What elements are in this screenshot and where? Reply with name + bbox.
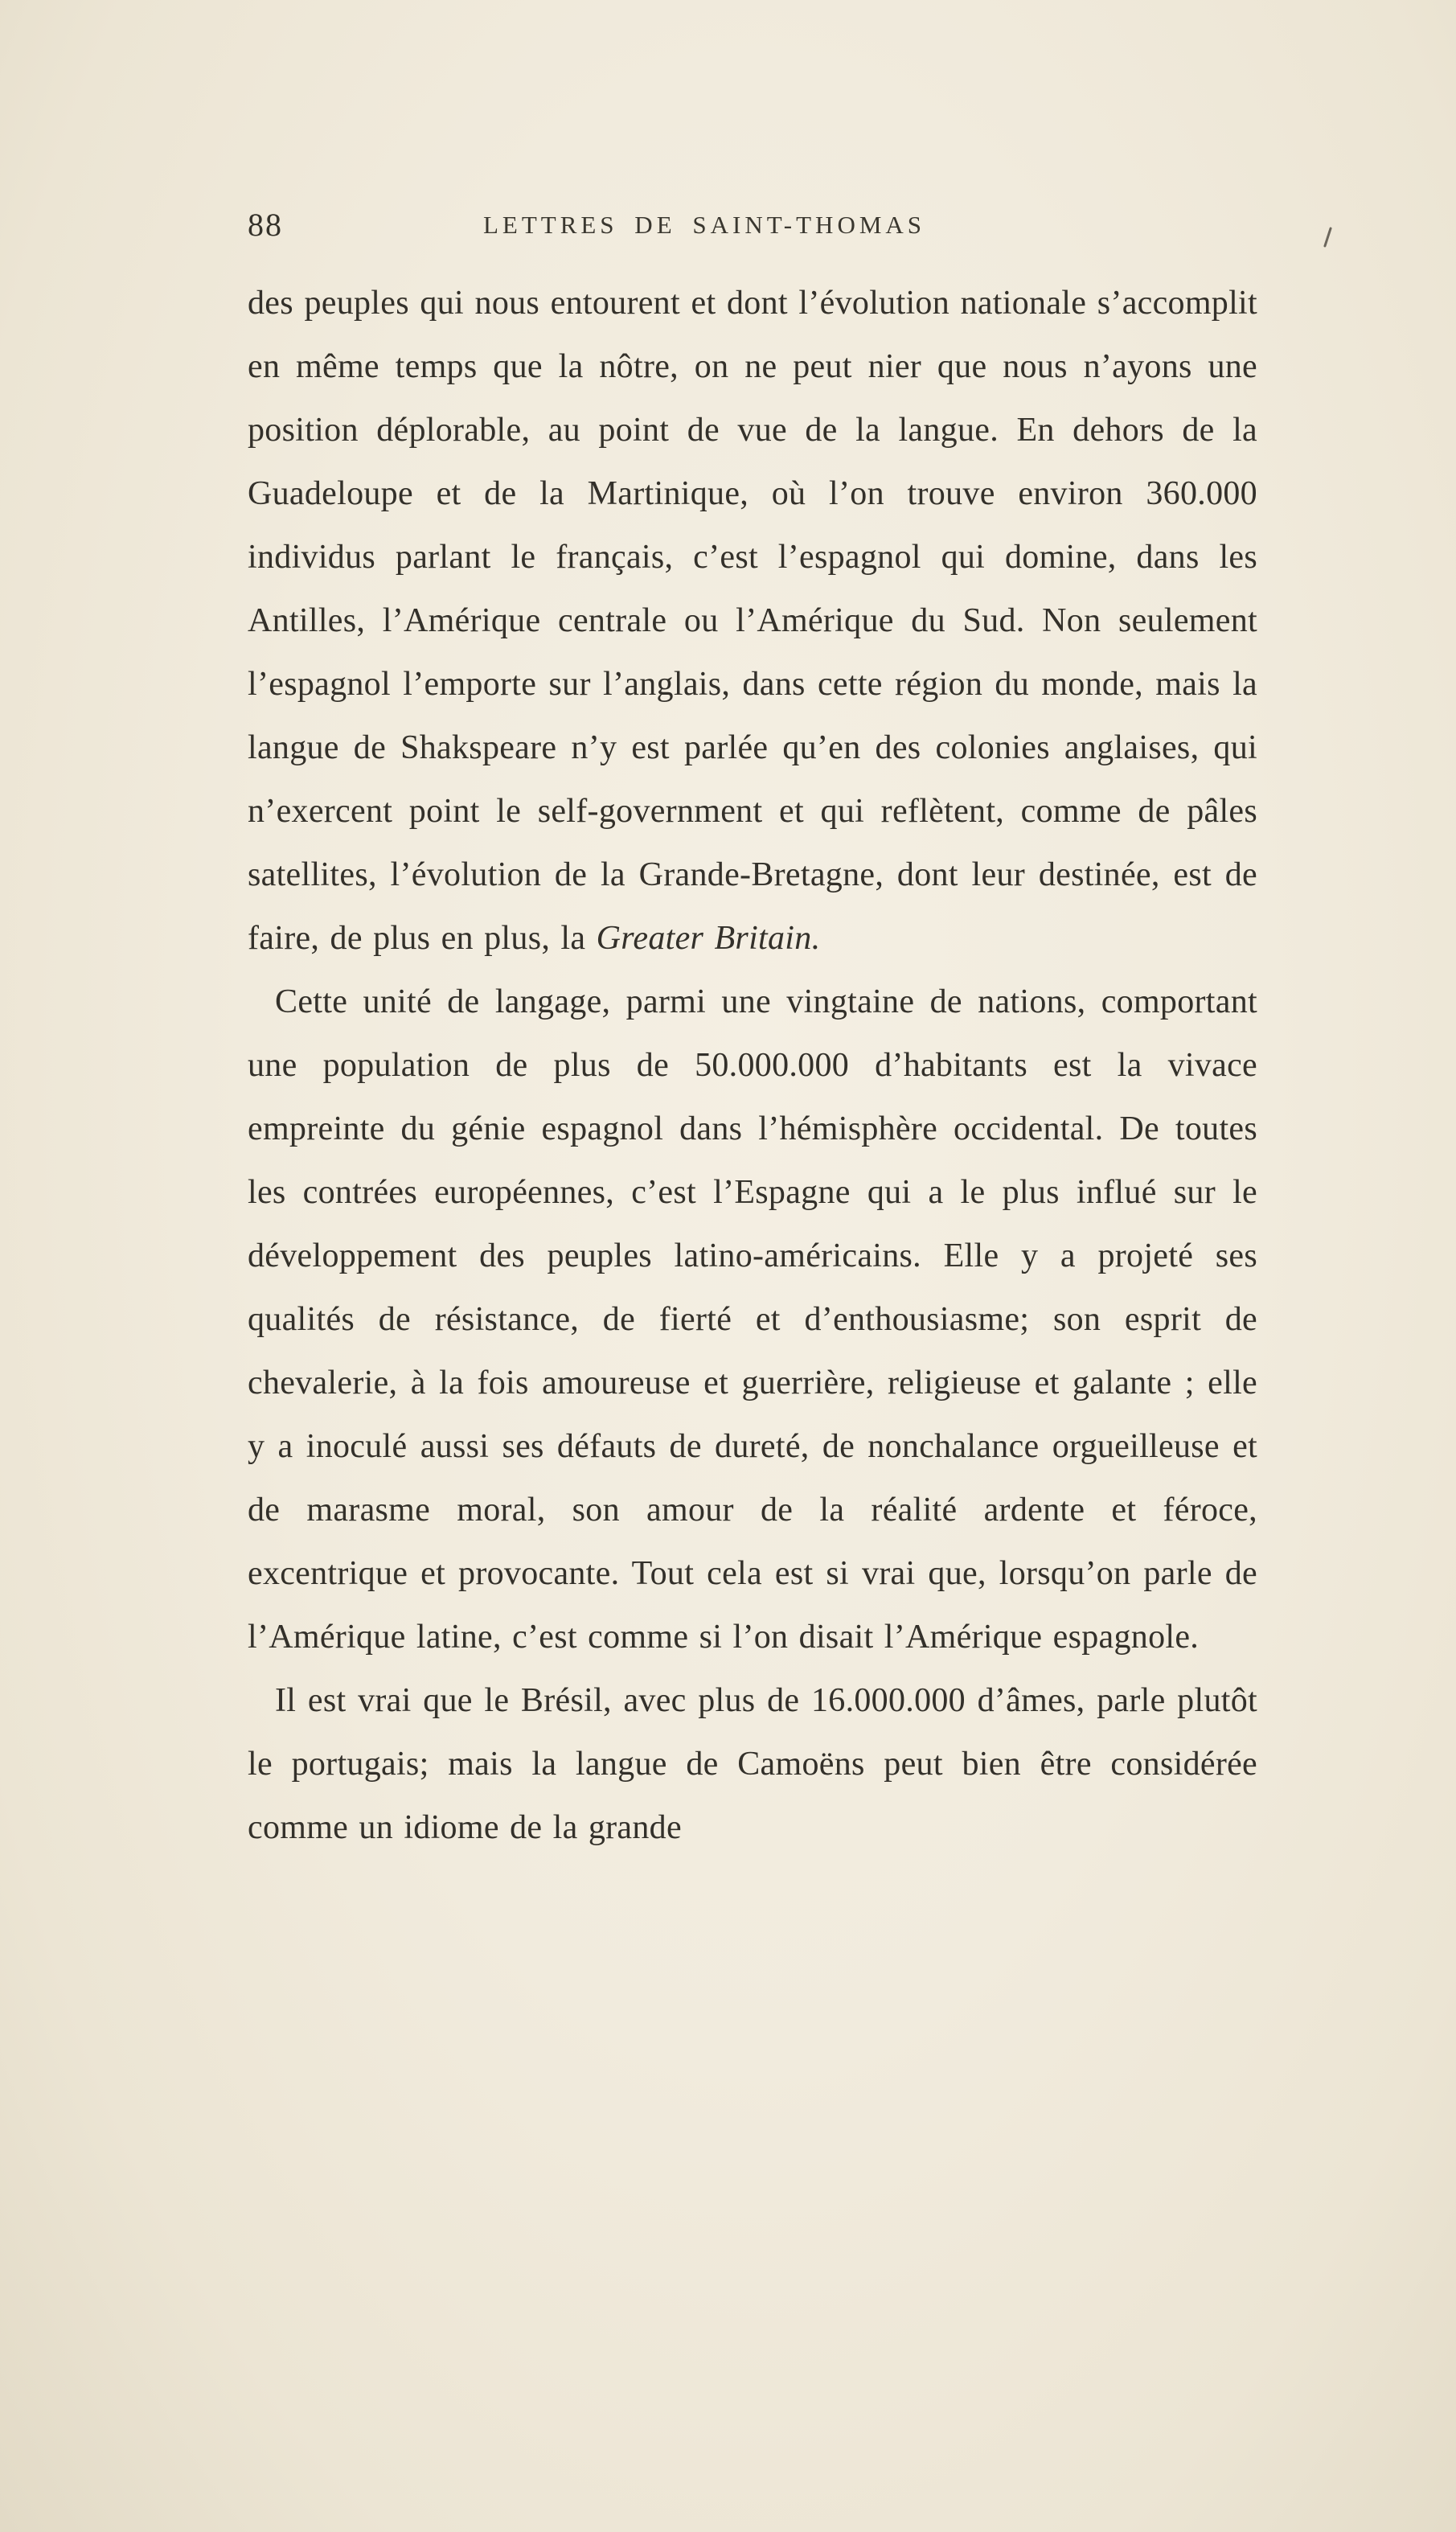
text-segment: des peuples qui nous entourent et dont l’évolution nationale s’accomplit en même temps que la nôtre, on ne peut nier que nous n’ayons une position déplorable, au point de vue de la langue. En dehors de la Guadeloupe et de la Martinique, où l’on trouve environ 360.000 individus parlant le français, c’est l’espagnol qui domine, dans les Antilles, l’Amérique centrale ou l’Amérique du Sud. Non seulement l’espagnol l’emporte sur l’anglais, dans cette région du monde, mais la langue de Shakspeare n’y est parlée qu’en des colonies anglaises, qui n’exercent point le self-government et qui reflètent, comme de pâles satellites, l’évolution de la Grande-Bretagne, dont leur destinée, est de faire, de plus en plus, la <box>248 285 1257 957</box>
page-number: 88 <box>248 207 283 243</box>
scan-artifact-mark <box>1323 227 1332 248</box>
running-title: LETTRES DE SAINT-THOMAS <box>482 211 926 239</box>
paragraph <box>248 1669 1257 1860</box>
paragraph <box>248 971 1257 1669</box>
paragraph <box>248 272 1257 971</box>
page-body <box>248 272 1257 1860</box>
text-segment: Il est vrai que le Brésil, avec plus de 16.000.000 d’âmes, parle plutôt le portugais; mais la langue de Camoëns peut bien être considérée comme un idiome de la grande <box>248 1682 1257 1846</box>
page-header <box>248 206 1257 246</box>
text-segment: Cette unité de langage, parmi une vingtaine de nations, comportant une population de plus de 50.000.000 d’habitants est la vivace empreinte du génie espagnol dans l’hémisphère occidental. De toutes les contrées européennes, c’est l’Espagne qui a le plus influé sur le développement des peuples latino-américains. Elle y a projeté ses qualités de résistance, de fierté et d’enthousiasme; son esprit de chevalerie, à la fois amoureuse et guerrière, religieuse et galante ; elle y a inoculé aussi ses défauts de dureté, de nonchalance orgueilleuse et de marasme moral, son amour de la réalité ardente et féroce, excentrique et provocante. Tout cela est si vrai que, lorsqu’on parle de l’Amérique latine, c’est comme si l’on disait l’Amérique espagnole. <box>248 983 1257 1656</box>
italic-text-segment: Greater Britain. <box>596 920 821 957</box>
